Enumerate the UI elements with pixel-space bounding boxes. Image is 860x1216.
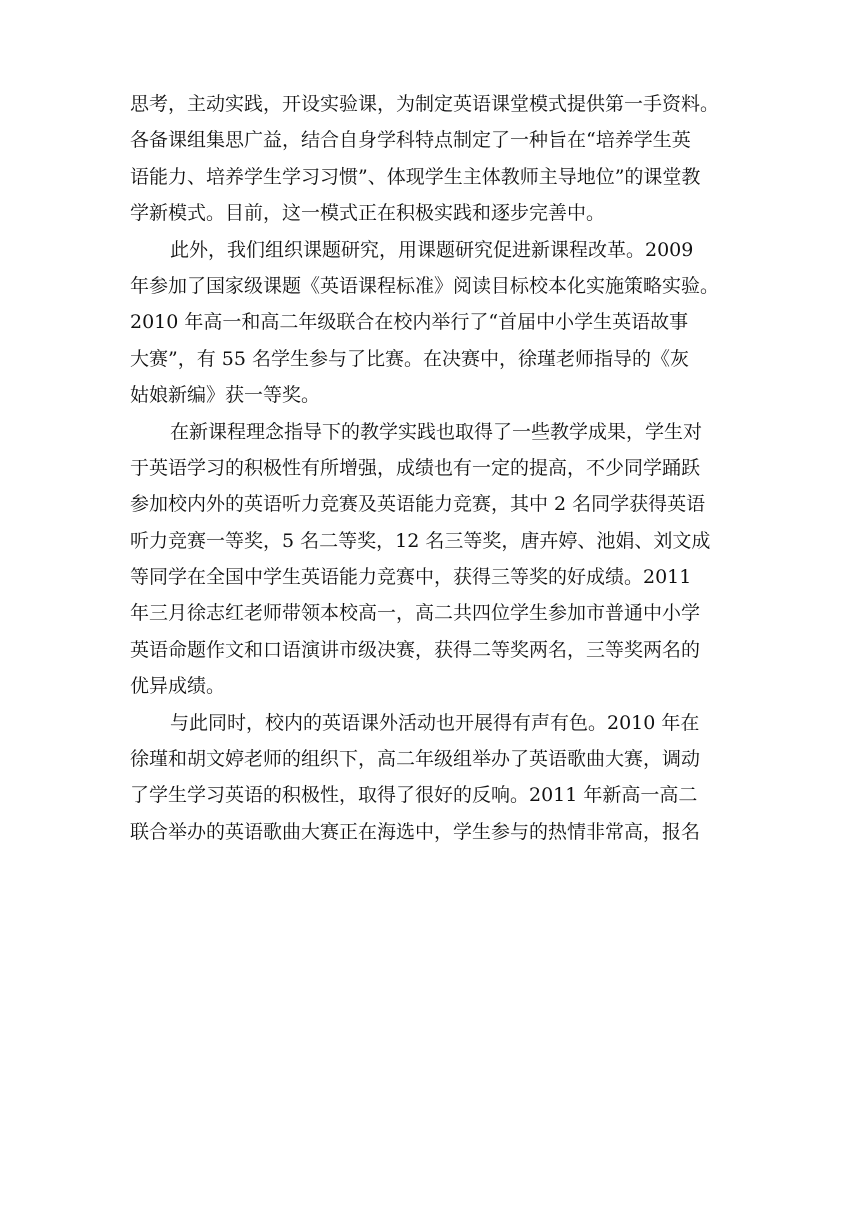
paragraph-4: [130, 705, 730, 851]
text-line: 大赛”，有 55 名学生参与了比赛。在决赛中，徐瑾老师指导的《灰: [130, 347, 689, 370]
text-line: 思考，主动实践，开设实验课，为制定英语课堂模式提供第一手资料。: [130, 93, 720, 115]
text-line: 2010 年高一和高二年级联合在校内举行了“首届中小学生英语故事: [130, 311, 689, 334]
text-line: 优异成绩。: [130, 675, 226, 698]
text-line: 各备课组集思广益，结合自身学科特点制定了一种旨在“培养学生英: [130, 129, 691, 152]
text-line: 参加校内外的英语听力竞赛及英语能力竞赛，其中 2 名同学获得英语: [130, 493, 706, 516]
text-line-first: 在新课程理念指导下的教学实践也取得了一些教学成果，学生对: [170, 420, 703, 443]
text-line: 联合举办的英语歌曲大赛正在海选中，学生参与的热情非常高，报名: [130, 820, 701, 843]
text-line: 年参加了国家级课题《英语课程标准》阅读目标校本化实施策略实验。: [130, 274, 720, 297]
text-line-first: 与此同时，校内的英语课外活动也开展得有声有色。2010 年在: [170, 711, 700, 734]
text-line: 听力竞赛一等奖，5 名二等奖，12 名三等奖，唐卉婷、池娟、刘文成: [130, 529, 711, 552]
text-line: 于英语学习的积极性有所增强，成绩也有一定的提高，不少同学踊跃: [130, 456, 701, 479]
paragraph-3: [130, 414, 730, 705]
text-line: 了学生学习英语的积极性，取得了很好的反响。2011 年新高一高二: [130, 784, 698, 807]
text-line: 英语命题作文和口语演讲市级决赛，获得二等奖两名，三等奖两名的: [130, 638, 701, 661]
text-line: 等同学在全国中学生英语能力竞赛中，获得三等奖的好成绩。2011: [130, 566, 692, 589]
text-line-first: 此外，我们组织课题研究，用课题研究促进新课程改革。2009: [170, 238, 694, 261]
paragraph-2: [130, 232, 730, 414]
text-line: 姑娘新编》获一等奖。: [130, 384, 321, 407]
document-body: [130, 86, 730, 850]
text-line: 徐瑾和胡文婷老师的组织下，高二年级组举办了英语歌曲大赛，调动: [130, 748, 701, 771]
text-line: 学新模式。目前，这一模式正在积极实践和逐步完善中。: [130, 202, 606, 225]
text-line: 语能力、培养学生学习习惯”、体现学生主体教师主导地位”的课堂教: [130, 165, 701, 188]
text-line: 年三月徐志红老师带领本校高一，高二共四位学生参加市普通中小学: [130, 602, 701, 625]
paragraph-1: [130, 86, 730, 232]
